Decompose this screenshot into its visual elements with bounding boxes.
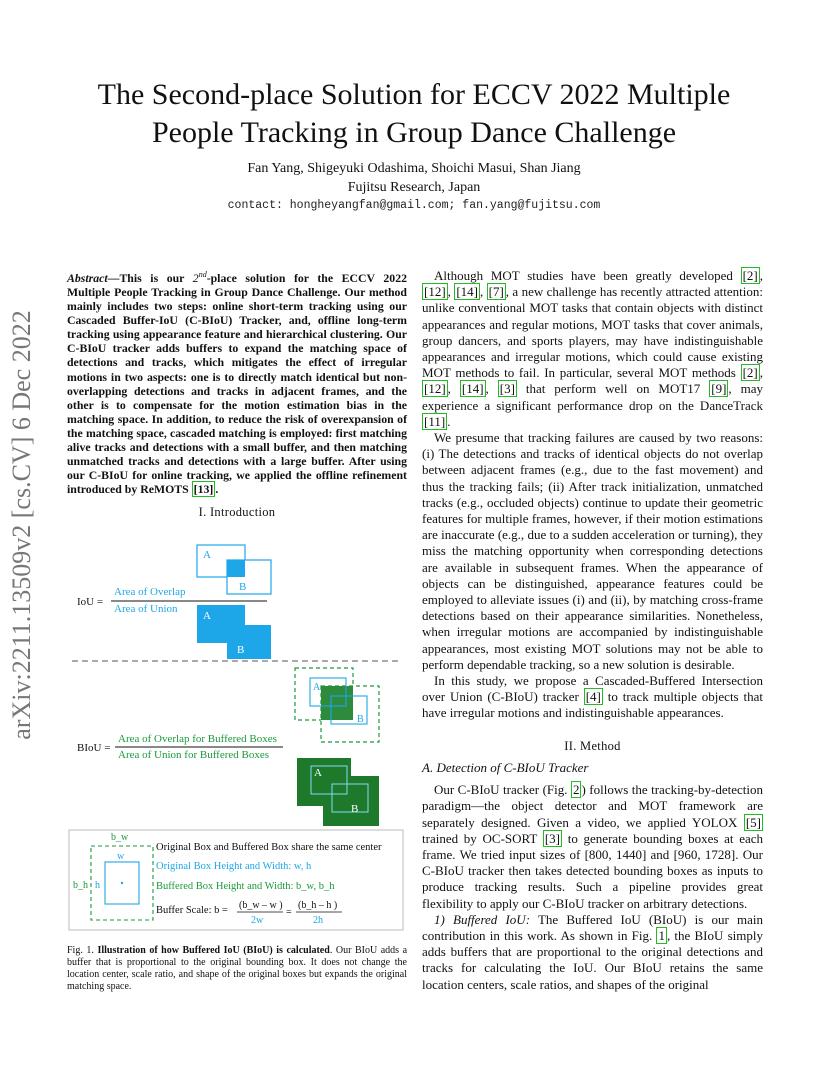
legend-bw: b_w (111, 832, 129, 843)
citation-link[interactable]: [13] (193, 482, 214, 497)
section-heading-method: II. Method (564, 738, 621, 753)
citation-link[interactable]: [12] (424, 381, 446, 397)
frac-eq: = (286, 907, 292, 918)
union2-label-a: A (314, 767, 322, 779)
abstract: Abstract—This is our 2nd-place solution for the ECCV 2022 Multiple People Tracking in Group Dance Challenge. Our method mainly includes two steps: online short-term tracking using our Cascaded Buffer-IoU (C-BIoU) Tracker, and, offline long-term tracking using appearance feature and hierarchical clustering. Our C-BIoU tracker adds buffers to expand the matching space of detections and tracks, which mitigates the effect of irregular motions in two aspects: one is to directly match identical but non-overlapping detections and tracks in adjacent frames, and the other is to compensate for the motion estimation bias in the matching space. In addition, to reduce the risk of overexpansion of the matching space, cascaded matching is employed: first matching alive tracks and detections with a small buffer, and then matching unmatched tracks and detections with a large buffer. After using our C-BIoU for online tracking, we applied the offline refinement introduced by ReMOTS [13] . (67, 270, 408, 497)
union2-label-b: B (351, 803, 359, 815)
paragraph-intro-2: We presume that tracking failures are caused by two reasons: (i) The detections and tracks of identical objects do not overlap between adjacent frames (e.g., due to the fast movement) and thus the tracking fails; (ii) After track initialization, unmatched tracks (e.g., occluded objects) continue to update their geometric features for multiple frames, however, if their motion estimations are inaccurate (e.g., due to a sudden acceleration or turning), they miss the matching opportunity when corresponding detections are available in subsequent frames. When the appearance of objects can be distinguished, appearance features could be employed to alleviate issues (i) and (ii), by matching cross-frame detections based on their appearance similarities. Nonetheless, when irregular motions are accompanied by indistinguishable appearances, most existing MOT solutions may not be able to perform dependable tracking, so a new solution is desirable. (422, 430, 763, 672)
citation-link[interactable]: [4] (585, 689, 601, 705)
subsection-heading-a: A. Detection of C-BIoU Tracker (422, 759, 589, 775)
arxiv-stamp: arXiv:2211.13509v2 [cs.CV] 6 Dec 2022 (7, 310, 36, 740)
union-label-b: B (237, 644, 245, 656)
citation-link[interactable]: [7] (488, 284, 504, 300)
legend-w: w (117, 851, 125, 862)
figure-1-biou-illustration (67, 530, 407, 940)
right-column (422, 268, 763, 993)
paragraph-method-2: 1) Buffered IoU: The Buffered IoU (BIoU) is our main contribution in this work. As shown in Fig. 1 , the BIoU simply adds buffers that are proportional to the original detections and tracks for calculating the IoU. Our BIoU retains the same location centers, scale ratios, and shapes of the original (422, 911, 763, 992)
frac1-den: 2w (251, 915, 264, 926)
citation-link[interactable]: [14] (461, 381, 484, 397)
citation-link[interactable]: [3] (499, 381, 515, 397)
iou-numerator: Area of Overlap (114, 586, 186, 598)
paragraph-intro-3: In this study, we propose a Cascaded-Buffered Intersection over Union (C-BIoU) tracker [4] to track multiple objects that have irregular motions and indistinguishable appearances. (422, 673, 763, 721)
iou-denominator: Area of Union (114, 603, 178, 615)
frac1-num: (b_w – w ) (239, 900, 283, 911)
section-heading-introduction: I. Introduction (198, 505, 276, 519)
citation-link[interactable]: [2] (742, 268, 758, 283)
legend-center-dot (121, 882, 123, 884)
biou-formula-label: BIoU = (77, 742, 111, 754)
biou-denominator: Area of Union for Buffered Boxes (118, 749, 270, 761)
figure-link[interactable]: 1 (658, 927, 665, 943)
legend-line-3: Buffered Box Height and Width: b_w, b_h (156, 881, 335, 892)
citation-link[interactable]: [9] (711, 381, 727, 397)
union-label-a: A (203, 610, 211, 622)
iou-label-b: B (239, 581, 247, 593)
paper-title: The Second-place Solution for ECCV 2022 Multiple People Tracking in Group Dance Challenge (97, 78, 731, 149)
citation-link[interactable]: [11] (424, 413, 446, 429)
frac2-num: (b_h – h ) (298, 900, 338, 911)
figure-1-caption: Fig. 1. Illustration of how Buffered IoU (BIoU) is calculated. Our BIoU adds a buffer that is proportional to the original bounding box. It does not change the location center, scale ratio, and shape of the original boxes but expands the original matching space. (67, 945, 408, 992)
legend-line-4: Buffer Scale: b = (156, 905, 228, 916)
biou-numerator: Area of Overlap for Buffered Boxes (118, 733, 277, 745)
figure-link[interactable]: 2 (572, 782, 580, 798)
affiliation: Fujitsu Research, Japan (347, 180, 481, 195)
legend-line-2: Original Box Height and Width: w, h (156, 861, 312, 872)
iou-label-a: A (203, 549, 211, 561)
iou-overlap-area (227, 560, 245, 577)
frac2-den: 2h (313, 915, 323, 926)
citation-link[interactable]: [3] (544, 830, 560, 846)
legend-bh: b_h (73, 880, 88, 891)
union-box-b (227, 625, 271, 659)
biou-label-b: B (357, 714, 364, 725)
paragraph-method-1: Our C-BIoU tracker (Fig. 2 ) follows the tracking-by-detection paradigm—the object detector and MOT framework are separately designed. Given a video, we applied YOLOX [5] trained by OC-SORT [3] to generate bounding boxes at each frame. We tried input sizes of [800, 1440] and [960, 1728]. Our C-BIoU tracker then takes detected bounding boxes as inputs to produce tracking results. Such a pipeline provides great flexibility to apply our C-BIoU tracker on arbitrary detections. (422, 782, 764, 911)
citation-link[interactable]: [12] (424, 284, 446, 300)
iou-formula-label: IoU = (77, 596, 104, 608)
legend-h: h (95, 880, 100, 891)
legend-line-1: Original Box and Buffered Box share the same center (156, 842, 382, 853)
paragraph-intro-1: Although MOT studies have been greatly developed [2] , [12] , [14] , [7] , a new challenge has recently attracted attention: unlike conventional MOT tasks that contain objects with distinct appearances and regular motions, MOT tasks that cover animals, group dancers, and sports players, may have indistinguishable appearances and irregular motions, which could cause existing MOT methods to fail. In particular, several MOT methods [2] , [12] , [14] , [3] that perform well on MOT17 [9] , may experience a significant performance drop on the DanceTrack [11] . (422, 268, 764, 429)
citation-link[interactable]: [2] (742, 365, 758, 381)
biou-label-a: A (313, 682, 321, 693)
contact-emails[interactable]: contact: hongheyangfan@gmail.com; fan.yang@fujitsu.com (227, 199, 601, 212)
buffered-overlap-area (321, 686, 353, 720)
authors: Fan Yang, Shigeyuki Odashima, Shoichi Masui, Shan Jiang (247, 161, 581, 176)
citation-link[interactable]: [14] (456, 284, 478, 300)
citation-link[interactable]: [5] (745, 814, 761, 830)
